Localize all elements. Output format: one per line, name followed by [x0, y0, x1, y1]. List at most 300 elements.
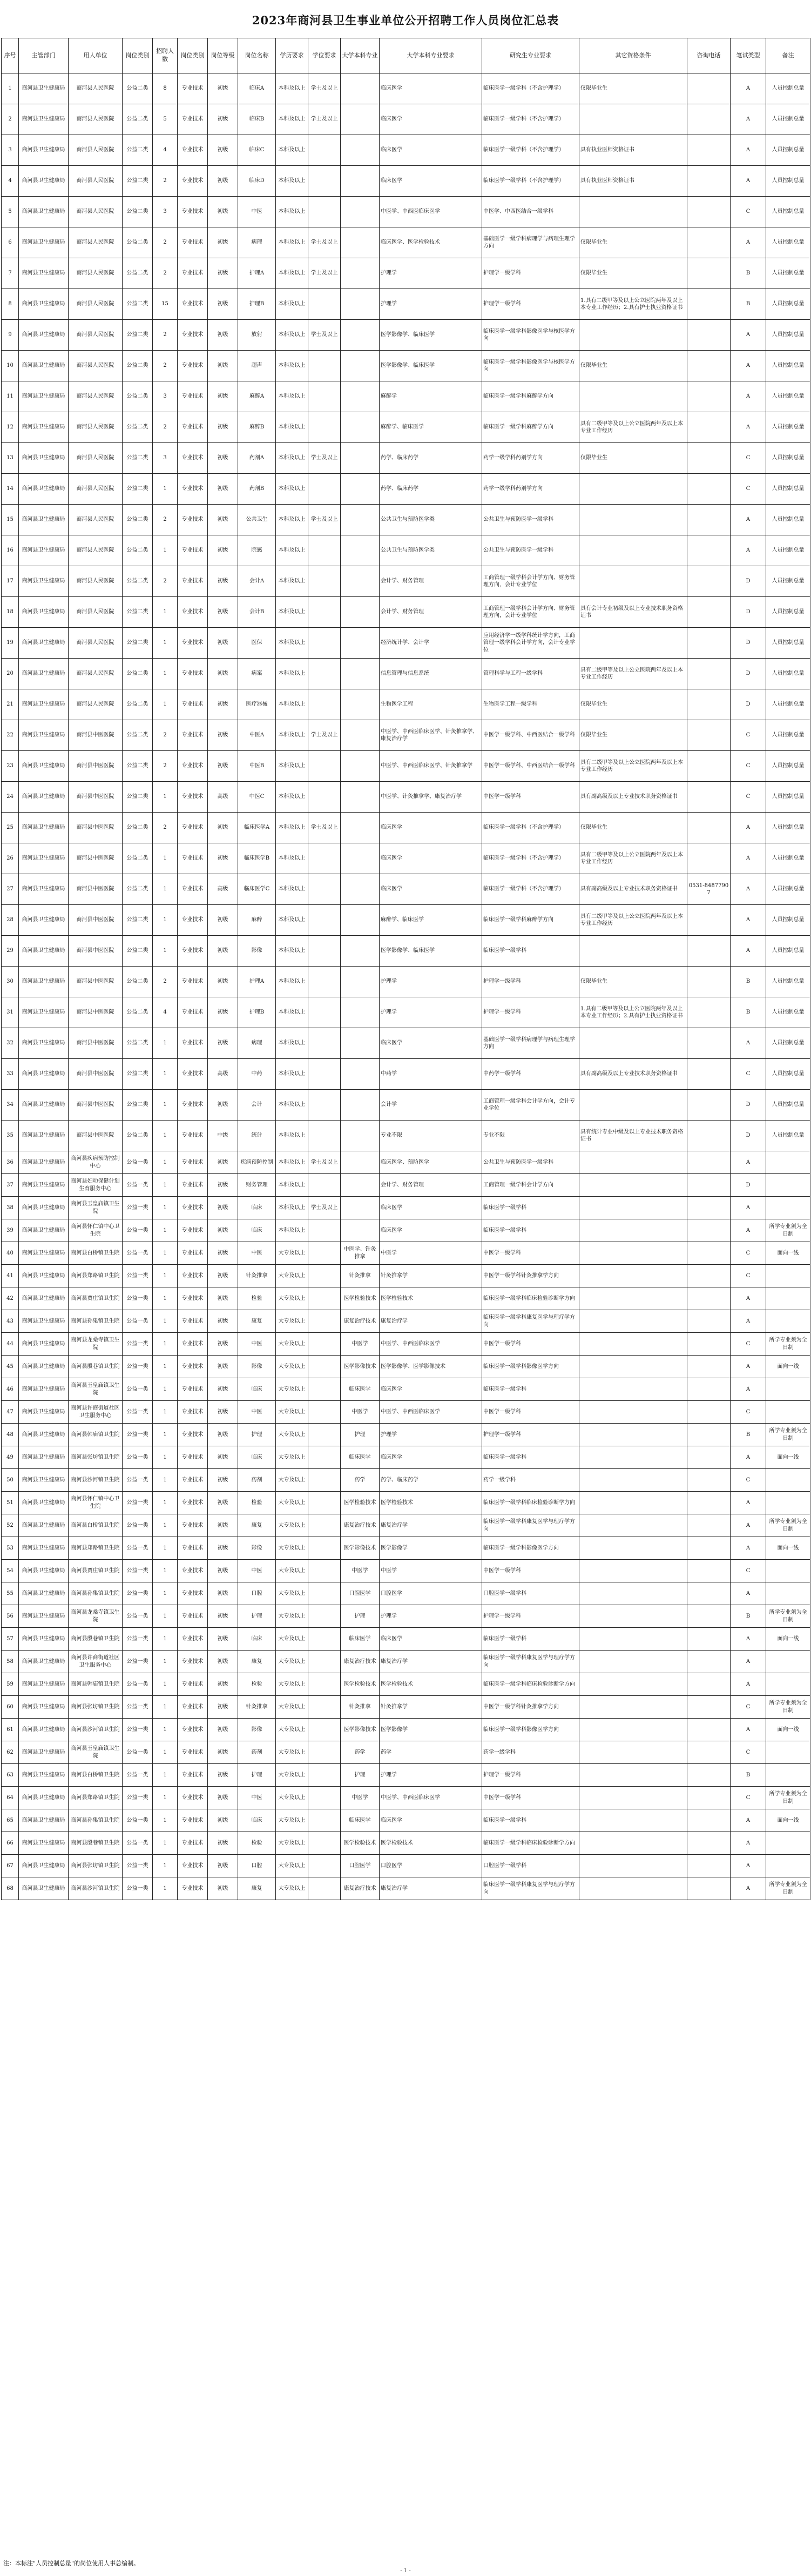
table-cell: 2: [153, 751, 178, 782]
table-cell: 大专及以上: [276, 1605, 308, 1628]
table-cell: [341, 1121, 380, 1151]
table-cell: [579, 1446, 687, 1469]
table-cell: 本科及以上: [276, 227, 308, 258]
table-cell: 人员控制总量: [766, 320, 810, 351]
table-cell: 人员控制总量: [766, 535, 810, 566]
table-cell: 医学检验技术: [380, 1832, 482, 1855]
table-cell: 公益二类: [123, 1028, 153, 1059]
table-cell: 专业技术: [178, 135, 208, 166]
table-cell: 药剂: [238, 1469, 276, 1492]
table-cell: 本科及以上: [276, 320, 308, 351]
table-cell: 公益二类: [123, 505, 153, 535]
table-cell: 商河县白桥镇卫生院: [69, 1242, 123, 1265]
table-cell: 商河县卫生健康局: [19, 135, 69, 166]
table-cell: 护理学: [380, 1424, 482, 1446]
table-cell: 商河县卫生健康局: [19, 1741, 69, 1764]
table-cell: 具有二级甲等及以上公立医院两年及以上本专业工作经历: [579, 659, 687, 689]
table-cell: 仅限毕业生: [579, 227, 687, 258]
table-row: [2, 258, 810, 289]
table-cell: 中医B: [238, 751, 276, 782]
page-title: 2023年商河县卫生事业单位公开招聘工作人员岗位汇总表: [252, 14, 559, 27]
table-cell: 1: [153, 1537, 178, 1560]
table-cell: 公益二类: [123, 1090, 153, 1121]
table-cell: [308, 1696, 341, 1719]
table-cell: 商河县怀仁镇中心卫生院: [69, 1219, 123, 1242]
table-cell: [308, 1673, 341, 1696]
table-cell: [341, 1090, 380, 1121]
table-row: [2, 1537, 810, 1560]
table-row: [2, 1219, 810, 1242]
table-cell: 人员控制总量: [766, 135, 810, 166]
table-cell: 人员控制总量: [766, 412, 810, 443]
table-cell: 康复治疗学: [380, 1877, 482, 1900]
column-header: 研究生专业要求: [482, 38, 579, 73]
table-cell: 人员控制总量: [766, 258, 810, 289]
table-cell: 人员控制总量: [766, 197, 810, 227]
table-cell: [308, 1855, 341, 1877]
table-cell: 42: [2, 1287, 19, 1310]
table-cell: C: [731, 1469, 766, 1492]
table-cell: 1: [153, 1696, 178, 1719]
table-cell: [579, 936, 687, 967]
table-cell: 护理学: [380, 1605, 482, 1628]
table-cell: [766, 1764, 810, 1787]
table-cell: 人员控制总量: [766, 381, 810, 412]
table-cell: 工商管理一级学科会计学方向、财务管理方向，会计专业学位: [482, 597, 579, 628]
column-header: 岗位类别: [178, 38, 208, 73]
table-cell: 本科及以上: [276, 1121, 308, 1151]
table-cell: 大专及以上: [276, 1582, 308, 1605]
table-row: [2, 289, 810, 320]
table-cell: D: [731, 597, 766, 628]
table-cell: 初级: [208, 1174, 238, 1197]
table-cell: 初级: [208, 1605, 238, 1628]
table-cell: [341, 1151, 380, 1174]
table-row: [2, 1605, 810, 1628]
table-cell: 病理: [238, 1028, 276, 1059]
table-cell: 商河县卫生健康局: [19, 936, 69, 967]
table-cell: 商河县卫生健康局: [19, 1582, 69, 1605]
table-cell: 商河县卫生健康局: [19, 1696, 69, 1719]
table-cell: [687, 443, 731, 474]
table-cell: 1: [153, 628, 178, 659]
table-cell: 具有二级甲等及以上公立医院两年及以上本专业工作经历: [579, 751, 687, 782]
table-cell: B: [731, 1605, 766, 1628]
table-cell: 专业技术: [178, 1537, 208, 1560]
table-cell: 临床医学一级学科: [482, 1446, 579, 1469]
table-cell: 公益一类: [123, 1242, 153, 1265]
table-row: [2, 659, 810, 689]
table-cell: 所学专业须为全日制: [766, 1787, 810, 1809]
table-cell: [341, 227, 380, 258]
table-cell: 药学: [380, 1741, 482, 1764]
table-cell: 会计A: [238, 566, 276, 597]
table-cell: [308, 905, 341, 936]
table-cell: 公共卫生: [238, 505, 276, 535]
table-cell: 工商管理一级学科会计学方向，会计专业学位: [482, 1090, 579, 1121]
table-cell: [766, 1197, 810, 1219]
table-cell: 专业技术: [178, 474, 208, 505]
table-cell: 本科及以上: [276, 566, 308, 597]
table-cell: [766, 1582, 810, 1605]
table-cell: 3: [153, 443, 178, 474]
table-cell: 专业技术: [178, 905, 208, 936]
table-cell: A: [731, 505, 766, 535]
table-cell: [341, 351, 380, 381]
table-cell: [308, 166, 341, 197]
table-cell: 1: [153, 474, 178, 505]
table-cell: 中医学: [341, 1787, 380, 1809]
table-cell: 商河县殷巷镇卫生院: [69, 1628, 123, 1651]
table-cell: 临床B: [238, 104, 276, 135]
table-cell: 具有会计专业初级及以上专业技术职务资格证书: [579, 597, 687, 628]
table-cell: [308, 1446, 341, 1469]
table-cell: 商河县卫生健康局: [19, 381, 69, 412]
table-cell: 专业技术: [178, 1059, 208, 1090]
table-cell: 1: [153, 1197, 178, 1219]
table-cell: 临床医学: [380, 166, 482, 197]
table-cell: 大专及以上: [276, 1809, 308, 1832]
table-cell: [766, 1673, 810, 1696]
table-cell: 专业技术: [178, 689, 208, 720]
table-cell: 1: [153, 1287, 178, 1310]
table-cell: 初级: [208, 1582, 238, 1605]
table-cell: 初级: [208, 1855, 238, 1877]
table-cell: 康复治疗技术: [341, 1514, 380, 1537]
table-cell: [308, 566, 341, 597]
table-cell: 学士及以上: [308, 443, 341, 474]
table-cell: 人员控制总量: [766, 689, 810, 720]
table-cell: 商河县龙桑寺镇卫生院: [69, 1333, 123, 1356]
table-row: [2, 1242, 810, 1265]
table-cell: 初级: [208, 1741, 238, 1764]
table-cell: 中级: [208, 1121, 238, 1151]
table-cell: [766, 1855, 810, 1877]
table-cell: [687, 505, 731, 535]
table-cell: 35: [2, 1121, 19, 1151]
table-cell: 专业技术: [178, 258, 208, 289]
table-cell: [579, 1401, 687, 1424]
table-cell: 公益二类: [123, 628, 153, 659]
table-cell: [341, 720, 380, 751]
table-cell: A: [731, 1855, 766, 1877]
table-cell: [579, 1628, 687, 1651]
table-cell: A: [731, 73, 766, 104]
table-cell: 商河县卫生健康局: [19, 1673, 69, 1696]
table-cell: 1: [153, 936, 178, 967]
table-cell: 商河县卫生健康局: [19, 1121, 69, 1151]
table-cell: 12: [2, 412, 19, 443]
table-cell: 临床: [238, 1219, 276, 1242]
column-header: 其它资格条件: [579, 38, 687, 73]
table-cell: 人员控制总量: [766, 1028, 810, 1059]
table-cell: 本科及以上: [276, 412, 308, 443]
table-cell: 专业不限: [482, 1121, 579, 1151]
footer-note: 注：本标注"人员控制总量"的岗位使用人事总编制。: [3, 2560, 140, 2567]
table-cell: 药学一级学科: [482, 1469, 579, 1492]
table-cell: 大专及以上: [276, 1401, 308, 1424]
table-cell: 2: [153, 258, 178, 289]
table-cell: 人员控制总量: [766, 566, 810, 597]
table-cell: [308, 751, 341, 782]
table-cell: C: [731, 1265, 766, 1287]
table-cell: [579, 1605, 687, 1628]
table-cell: D: [731, 1121, 766, 1151]
table-cell: 临床C: [238, 135, 276, 166]
table-cell: 1: [153, 1310, 178, 1333]
table-cell: [579, 1741, 687, 1764]
table-cell: [687, 1537, 731, 1560]
table-cell: [687, 258, 731, 289]
table-cell: 药学一级学科药剂学方向: [482, 443, 579, 474]
table-cell: [687, 689, 731, 720]
table-cell: 2: [153, 566, 178, 597]
table-cell: 人员控制总量: [766, 289, 810, 320]
table-cell: 公益一类: [123, 1651, 153, 1673]
table-row: [2, 720, 810, 751]
table-cell: 本科及以上: [276, 720, 308, 751]
table-row: [2, 905, 810, 936]
table-cell: [579, 1809, 687, 1832]
table-row: [2, 689, 810, 720]
table-cell: 初级: [208, 1514, 238, 1537]
table-cell: 康复治疗技术: [341, 1310, 380, 1333]
table-cell: 病案: [238, 659, 276, 689]
table-cell: 专业技术: [178, 1809, 208, 1832]
table-cell: 药剂: [238, 1741, 276, 1764]
table-cell: [579, 1719, 687, 1741]
table-cell: 商河县卫生健康局: [19, 843, 69, 874]
table-cell: 面向一线: [766, 1242, 810, 1265]
table-cell: 初级: [208, 936, 238, 967]
table-cell: 生物医学工程一级学科: [482, 689, 579, 720]
table-cell: 公益二类: [123, 73, 153, 104]
table-cell: 商河县卫生健康局: [19, 1514, 69, 1537]
table-cell: [766, 1174, 810, 1197]
table-cell: A: [731, 813, 766, 843]
table-cell: 初级: [208, 104, 238, 135]
table-cell: C: [731, 1242, 766, 1265]
table-cell: 医学检验技术: [341, 1832, 380, 1855]
table-cell: 商河县人民医院: [69, 166, 123, 197]
table-cell: 40: [2, 1242, 19, 1265]
table-cell: 商河县卫生健康局: [19, 1560, 69, 1582]
table-cell: 商河县白桥镇卫生院: [69, 1764, 123, 1787]
table-cell: 商河县中医医院: [69, 720, 123, 751]
table-cell: [308, 1121, 341, 1151]
table-cell: [687, 1651, 731, 1673]
table-cell: 商河县贾庄镇卫生院: [69, 1287, 123, 1310]
table-cell: 仅限毕业生: [579, 813, 687, 843]
table-cell: 大专及以上: [276, 1696, 308, 1719]
table-cell: 临床医学一级学科影像医学方向: [482, 1356, 579, 1378]
table-cell: 17: [2, 566, 19, 597]
table-cell: 临床医学一级学科麻醉学方向: [482, 905, 579, 936]
table-cell: 大专及以上: [276, 1514, 308, 1537]
table-cell: [687, 320, 731, 351]
table-row: [2, 1787, 810, 1809]
table-cell: 中医学、中西医临床医学: [380, 1333, 482, 1356]
table-cell: 公益二类: [123, 166, 153, 197]
table-cell: 中医学一级学科针灸推拿学方向: [482, 1696, 579, 1719]
table-cell: 商河县卫生健康局: [19, 258, 69, 289]
table-cell: 本科及以上: [276, 1174, 308, 1197]
table-cell: 大专及以上: [276, 1560, 308, 1582]
table-cell: 商河县卫生健康局: [19, 1764, 69, 1787]
table-cell: 1: [153, 597, 178, 628]
table-cell: [687, 1514, 731, 1537]
table-cell: 初级: [208, 73, 238, 104]
table-row: [2, 1855, 810, 1877]
table-cell: 商河县卫生健康局: [19, 73, 69, 104]
table-cell: 基础医学一级学科病理学与病理生理学方向: [482, 227, 579, 258]
table-cell: 61: [2, 1719, 19, 1741]
table-cell: [579, 1333, 687, 1356]
table-cell: 大专及以上: [276, 1492, 308, 1514]
table-row: [2, 1809, 810, 1832]
table-cell: [687, 597, 731, 628]
table-cell: A: [731, 227, 766, 258]
table-cell: 学士及以上: [308, 813, 341, 843]
table-cell: 护理学一级学科: [482, 1424, 579, 1446]
table-cell: C: [731, 751, 766, 782]
table-cell: [308, 1832, 341, 1855]
table-row: [2, 843, 810, 874]
table-cell: 人员控制总量: [766, 73, 810, 104]
table-cell: 初级: [208, 1028, 238, 1059]
table-row: [2, 227, 810, 258]
table-cell: A: [731, 1028, 766, 1059]
table-cell: 中医学一级学科: [482, 1242, 579, 1265]
table-cell: [341, 104, 380, 135]
table-cell: 护理: [341, 1605, 380, 1628]
table-row: [2, 1310, 810, 1333]
table-cell: [341, 1028, 380, 1059]
table-cell: [308, 535, 341, 566]
table-cell: 护理B: [238, 289, 276, 320]
table-cell: 1: [153, 1628, 178, 1651]
table-cell: 商河县卫生健康局: [19, 813, 69, 843]
table-cell: 专业技术: [178, 751, 208, 782]
table-cell: [687, 566, 731, 597]
table-cell: 商河县中医医院: [69, 905, 123, 936]
table-cell: 统计: [238, 1121, 276, 1151]
table-cell: [308, 936, 341, 967]
table-cell: 20: [2, 659, 19, 689]
table-cell: [308, 1469, 341, 1492]
table-cell: 本科及以上: [276, 1028, 308, 1059]
table-cell: 8: [153, 73, 178, 104]
table-cell: B: [731, 289, 766, 320]
table-cell: [308, 967, 341, 997]
table-cell: 商河县卫生健康局: [19, 997, 69, 1028]
table-row: [2, 135, 810, 166]
table-cell: [308, 1741, 341, 1764]
table-cell: C: [731, 1741, 766, 1764]
table-cell: 麻醉学: [380, 381, 482, 412]
table-cell: 医学影像学、临床医学: [380, 351, 482, 381]
table-cell: 学士及以上: [308, 320, 341, 351]
table-cell: 初级: [208, 751, 238, 782]
table-cell: [308, 782, 341, 813]
column-header: 招聘人数: [153, 38, 178, 73]
table-cell: 4: [2, 166, 19, 197]
table-cell: 1: [153, 874, 178, 905]
table-cell: [687, 782, 731, 813]
table-cell: A: [731, 843, 766, 874]
table-cell: 30: [2, 967, 19, 997]
table-cell: 初级: [208, 905, 238, 936]
table-cell: 商河县郑路镇卫生院: [69, 1265, 123, 1287]
table-cell: 人员控制总量: [766, 843, 810, 874]
page-number: - 1 -: [400, 2568, 411, 2574]
table-cell: 商河县疾病预防控制中心: [69, 1151, 123, 1174]
table-cell: 专业技术: [178, 843, 208, 874]
table-cell: 专业技术: [178, 1696, 208, 1719]
table-cell: 中医学一级学科: [482, 782, 579, 813]
table-cell: 本科及以上: [276, 166, 308, 197]
table-cell: [308, 351, 341, 381]
table-cell: 大专及以上: [276, 1446, 308, 1469]
table-cell: 专业技术: [178, 227, 208, 258]
table-cell: 公益一类: [123, 1560, 153, 1582]
table-cell: [579, 505, 687, 535]
table-cell: 学士及以上: [308, 104, 341, 135]
table-cell: 商河县人民医院: [69, 135, 123, 166]
table-cell: [579, 1424, 687, 1446]
table-row: [2, 1764, 810, 1787]
table-cell: 专业技术: [178, 597, 208, 628]
table-cell: 所学专业须为全日制: [766, 1333, 810, 1356]
table-cell: 临床: [238, 1446, 276, 1469]
table-cell: 商河县中医医院: [69, 967, 123, 997]
table-cell: 大专及以上: [276, 1424, 308, 1446]
table-cell: 学士及以上: [308, 227, 341, 258]
table-row: [2, 1719, 810, 1741]
table-cell: 学士及以上: [308, 720, 341, 751]
table-cell: [766, 1151, 810, 1174]
table-cell: [687, 1151, 731, 1174]
table-cell: 药学: [341, 1469, 380, 1492]
table-cell: 公益一类: [123, 1151, 153, 1174]
table-cell: 商河县张坊镇卫生院: [69, 1446, 123, 1469]
table-cell: 商河县卫生健康局: [19, 227, 69, 258]
table-cell: 商河县孙集镇卫生院: [69, 1310, 123, 1333]
table-cell: C: [731, 1560, 766, 1582]
table-cell: 护理学: [380, 1764, 482, 1787]
table-cell: [687, 1719, 731, 1741]
table-cell: 44: [2, 1333, 19, 1356]
table-cell: 仅限毕业生: [579, 720, 687, 751]
table-cell: A: [731, 104, 766, 135]
table-cell: 人员控制总量: [766, 597, 810, 628]
table-row: [2, 1378, 810, 1401]
table-cell: [341, 1174, 380, 1197]
table-cell: 公益二类: [123, 535, 153, 566]
table-cell: 专业技术: [178, 1855, 208, 1877]
table-cell: 1: [153, 1582, 178, 1605]
table-cell: 商河县卫生健康局: [19, 1265, 69, 1287]
table-cell: 康复治疗学: [380, 1651, 482, 1673]
table-cell: [308, 1219, 341, 1242]
table-cell: 专业技术: [178, 936, 208, 967]
table-cell: 人员控制总量: [766, 936, 810, 967]
table-cell: 本科及以上: [276, 659, 308, 689]
table-cell: 药学、临床药学: [380, 474, 482, 505]
table-cell: [687, 1424, 731, 1446]
table-cell: 2: [153, 967, 178, 997]
table-cell: 1: [153, 1651, 178, 1673]
